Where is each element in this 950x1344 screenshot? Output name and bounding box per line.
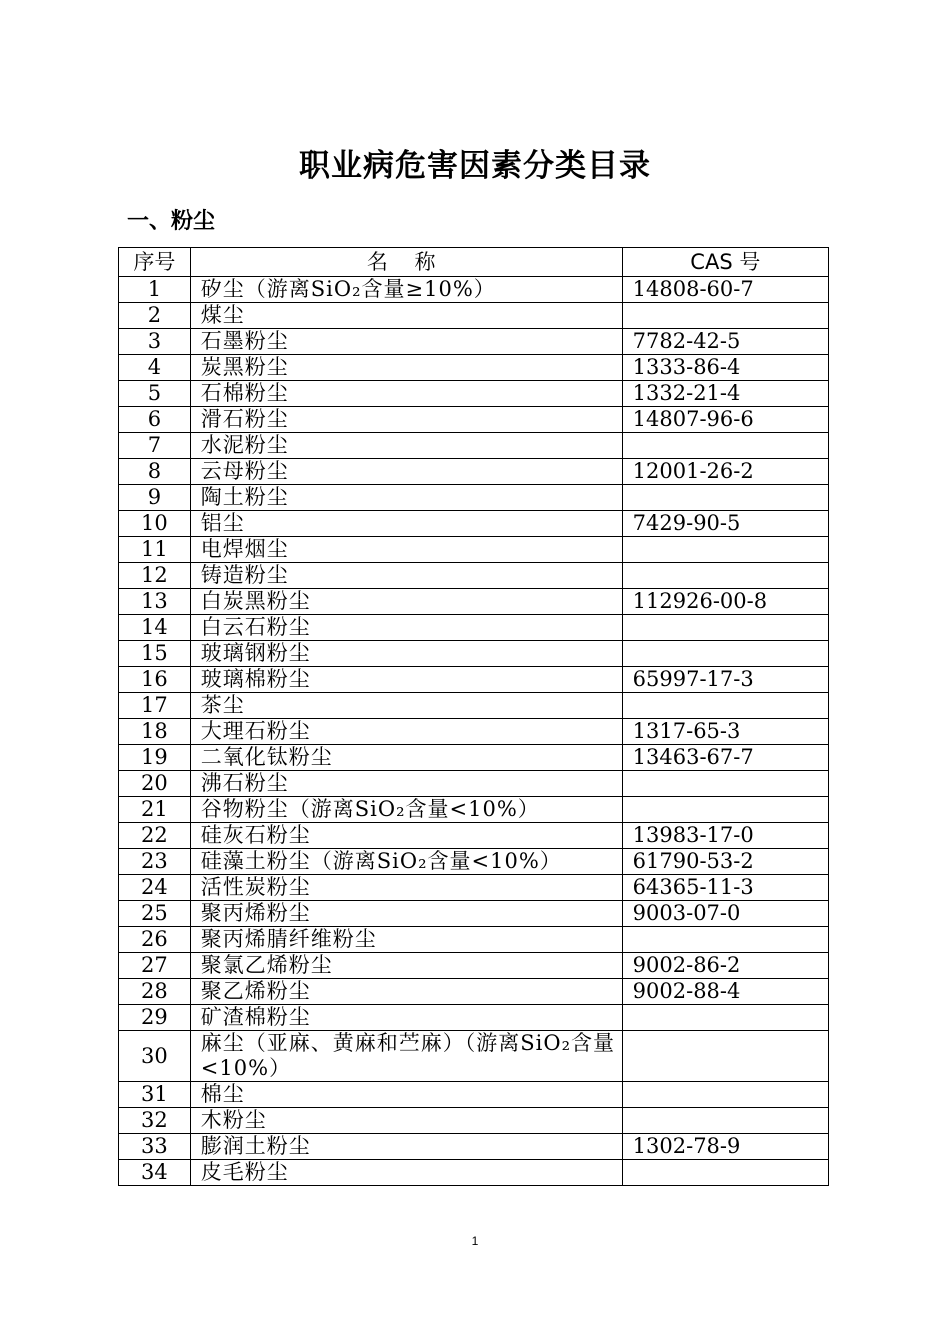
table-row (119, 771, 829, 797)
row-serial: 18 (119, 719, 191, 745)
row-serial: 6 (119, 407, 191, 433)
table-row (119, 433, 829, 459)
row-serial: 17 (119, 693, 191, 719)
row-name: 铝尘 (190, 511, 622, 537)
row-serial: 19 (119, 745, 191, 771)
table-row (119, 1005, 829, 1031)
header-serial: 序号 (119, 248, 191, 277)
table-row (119, 823, 829, 849)
row-serial: 5 (119, 381, 191, 407)
row-name: 矿渣棉粉尘 (190, 1005, 622, 1031)
table-row (119, 355, 829, 381)
row-serial: 15 (119, 641, 191, 667)
row-cas (622, 303, 828, 329)
table-row (119, 641, 829, 667)
row-name: 白炭黑粉尘 (190, 589, 622, 615)
table-row (119, 537, 829, 563)
header-cas: CAS 号 (622, 248, 828, 277)
table-row (119, 875, 829, 901)
section-heading: 一、粉尘 (127, 209, 216, 234)
row-serial: 9 (119, 485, 191, 511)
table-row (119, 979, 829, 1005)
table-row (119, 303, 829, 329)
row-cas: 7782-42-5 (622, 329, 828, 355)
table-row (119, 719, 829, 745)
table-row (119, 563, 829, 589)
row-serial: 24 (119, 875, 191, 901)
row-cas (622, 693, 828, 719)
table-row (119, 485, 829, 511)
row-serial: 30 (119, 1031, 191, 1082)
row-cas: 14808-60-7 (622, 277, 828, 303)
row-serial: 2 (119, 303, 191, 329)
row-name: 麻尘（亚麻、黄麻和苎麻）（游离SiO₂含量<10%） (190, 1031, 622, 1082)
table-row (119, 667, 829, 693)
row-name: 谷物粉尘（游离SiO₂含量<10%） (190, 797, 622, 823)
row-name: 云母粉尘 (190, 459, 622, 485)
row-serial: 27 (119, 953, 191, 979)
table-row (119, 901, 829, 927)
hazard-table (118, 247, 829, 1186)
row-serial: 22 (119, 823, 191, 849)
row-cas: 13983-17-0 (622, 823, 828, 849)
row-serial: 20 (119, 771, 191, 797)
row-cas: 112926-00-8 (622, 589, 828, 615)
row-serial: 12 (119, 563, 191, 589)
row-cas: 7429-90-5 (622, 511, 828, 537)
row-cas (622, 1082, 828, 1108)
row-serial: 11 (119, 537, 191, 563)
row-name: 膨润土粉尘 (190, 1134, 622, 1160)
row-cas: 1317-65-3 (622, 719, 828, 745)
row-cas (622, 771, 828, 797)
row-name: 聚丙烯腈纤维粉尘 (190, 927, 622, 953)
row-name: 硅藻土粉尘（游离SiO₂含量<10%） (190, 849, 622, 875)
row-name: 玻璃棉粉尘 (190, 667, 622, 693)
row-serial: 13 (119, 589, 191, 615)
document-title: 职业病危害因素分类目录 (299, 148, 651, 184)
row-serial: 28 (119, 979, 191, 1005)
row-name: 滑石粉尘 (190, 407, 622, 433)
row-cas (622, 927, 828, 953)
row-serial: 10 (119, 511, 191, 537)
page-number: 1 (471, 1234, 479, 1248)
row-name: 铸造粉尘 (190, 563, 622, 589)
row-cas: 61790-53-2 (622, 849, 828, 875)
row-name: 皮毛粉尘 (190, 1160, 622, 1186)
row-name: 炭黑粉尘 (190, 355, 622, 381)
row-cas (622, 1160, 828, 1186)
row-name: 石棉粉尘 (190, 381, 622, 407)
row-name: 木粉尘 (190, 1108, 622, 1134)
row-serial: 29 (119, 1005, 191, 1031)
table-row (119, 1108, 829, 1134)
row-cas: 14807-96-6 (622, 407, 828, 433)
table-row (119, 953, 829, 979)
table-row (119, 329, 829, 355)
row-cas: 1302-78-9 (622, 1134, 828, 1160)
table-header-row (119, 248, 829, 277)
row-serial: 25 (119, 901, 191, 927)
row-serial: 4 (119, 355, 191, 381)
header-name: 名 称 (190, 248, 622, 277)
row-name: 二氧化钛粉尘 (190, 745, 622, 771)
row-cas (622, 563, 828, 589)
row-cas: 64365-11-3 (622, 875, 828, 901)
row-cas: 65997-17-3 (622, 667, 828, 693)
row-name: 硅灰石粉尘 (190, 823, 622, 849)
row-serial: 3 (119, 329, 191, 355)
row-cas (622, 1108, 828, 1134)
row-serial: 31 (119, 1082, 191, 1108)
row-name: 玻璃钢粉尘 (190, 641, 622, 667)
row-name: 沸石粉尘 (190, 771, 622, 797)
table-row (119, 1082, 829, 1108)
row-name: 陶土粉尘 (190, 485, 622, 511)
row-cas (622, 641, 828, 667)
row-serial: 21 (119, 797, 191, 823)
table-row (119, 381, 829, 407)
row-name: 活性炭粉尘 (190, 875, 622, 901)
row-name: 矽尘（游离SiO₂含量≥10%） (190, 277, 622, 303)
row-cas (622, 797, 828, 823)
row-serial: 26 (119, 927, 191, 953)
row-name: 棉尘 (190, 1082, 622, 1108)
table-row (119, 745, 829, 771)
row-cas: 13463-67-7 (622, 745, 828, 771)
row-name: 石墨粉尘 (190, 329, 622, 355)
row-serial: 32 (119, 1108, 191, 1134)
row-cas (622, 537, 828, 563)
table-row (119, 1160, 829, 1186)
row-name: 水泥粉尘 (190, 433, 622, 459)
row-name: 茶尘 (190, 693, 622, 719)
table-row (119, 589, 829, 615)
table-row (119, 693, 829, 719)
row-serial: 7 (119, 433, 191, 459)
row-cas: 1332-21-4 (622, 381, 828, 407)
table-row (119, 615, 829, 641)
row-serial: 16 (119, 667, 191, 693)
row-name: 大理石粉尘 (190, 719, 622, 745)
row-cas (622, 1031, 828, 1082)
table-row (119, 797, 829, 823)
row-name: 煤尘 (190, 303, 622, 329)
table-row (119, 277, 829, 303)
row-cas (622, 433, 828, 459)
row-serial: 14 (119, 615, 191, 641)
table-row (119, 459, 829, 485)
row-name: 白云石粉尘 (190, 615, 622, 641)
row-cas: 12001-26-2 (622, 459, 828, 485)
row-serial: 33 (119, 1134, 191, 1160)
table-row (119, 1031, 829, 1082)
row-cas: 9002-86-2 (622, 953, 828, 979)
row-cas (622, 615, 828, 641)
row-serial: 1 (119, 277, 191, 303)
row-cas: 1333-86-4 (622, 355, 828, 381)
row-name: 聚氯乙烯粉尘 (190, 953, 622, 979)
row-cas: 9003-07-0 (622, 901, 828, 927)
row-cas (622, 1005, 828, 1031)
row-name: 聚乙烯粉尘 (190, 979, 622, 1005)
table-row (119, 407, 829, 433)
table-row (119, 849, 829, 875)
table-row (119, 1134, 829, 1160)
row-name: 电焊烟尘 (190, 537, 622, 563)
row-cas (622, 485, 828, 511)
row-serial: 23 (119, 849, 191, 875)
row-cas: 9002-88-4 (622, 979, 828, 1005)
table-row (119, 927, 829, 953)
row-serial: 34 (119, 1160, 191, 1186)
table-row (119, 511, 829, 537)
row-name: 聚丙烯粉尘 (190, 901, 622, 927)
row-serial: 8 (119, 459, 191, 485)
